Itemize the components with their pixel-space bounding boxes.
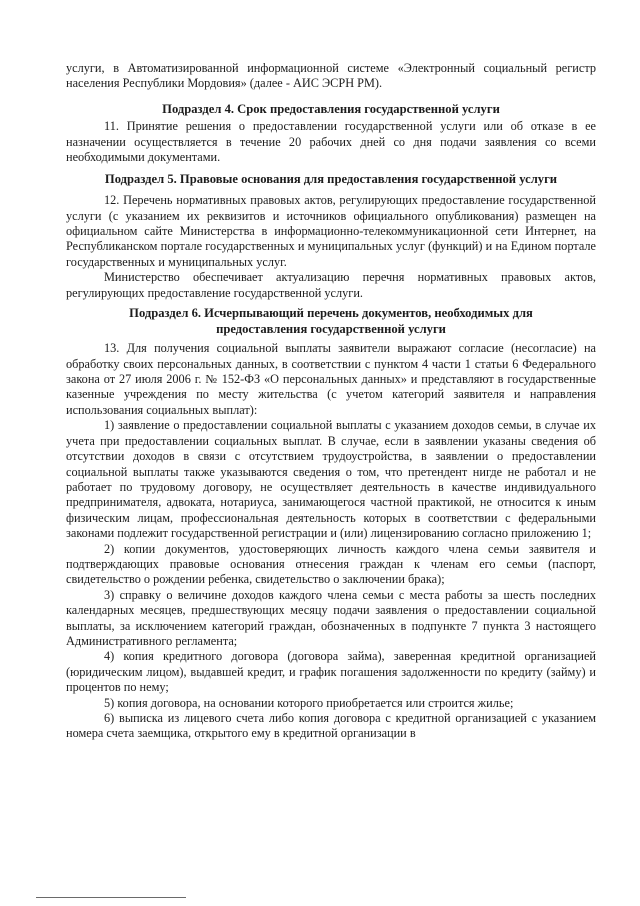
paragraph-13: 13. Для получения социальной выплаты заявители выражают согласие (несогласие) на обработку своих персональных данных, в соответствии с пунктом 4 части 1 статьи 6 Федерального закона от 27 июля 2006 г. № 152-ФЗ «О персональных данных» и представляют в государственные казенные учреждения по месту жительства (с учетом категорий заявителя и направления использования социальных выплат):	[66, 341, 596, 417]
list-item-1: 1) заявление о предоставлении социальной выплаты с указанием доходов семьи, в случае их учета при предоставлении социальных выплат. В случае, если в заявлении указаны сведения об отсутствии доходов в связи с отсутствием трудоустройства, в заявлении о предоставлении социальной выплаты также указываются сведения о том, что претендент нигде не работал и не работает по трудовому договору, не осуществляет деятельность в качестве индивидуального предпринимателя, адвоката, нотариуса, занимающегося частной практикой, не относится к иным физическим лицам, профессиональная деятельность которых в соответствии с федеральными законами подлежит государственной регистрации и (или) лицензированию согласно приложению 1;	[66, 418, 596, 541]
list-item-3: 3) справку о величине доходов каждого члена семьи с места работы за шесть последних календарных месяцев, предшествующих месяцу подачи заявления о предоставлении социальной выплаты, за исключением категорий граждан, обозначенных в подпункте 7 пункта 3 настоящего Административного регламента;	[66, 587, 596, 648]
paragraph-11: 11. Принятие решения о предоставлении государственной услуги или об отказе в ее назначении осуществляется в течение 20 рабочих дней со дня подачи заявления со всеми необходимыми документами.	[66, 119, 596, 165]
subsection-6-heading-line2: предоставления государственной услуги	[216, 321, 446, 336]
paragraph-12-continued: Министерство обеспечивает актуализацию перечня нормативных правовых актов, регулирующих предоставление государственной услуги.	[66, 270, 596, 300]
subsection-5-heading: Подраздел 5. Правовые основания для предоставления государственной услуги	[104, 171, 558, 186]
list-item-2: 2) копии документов, удостоверяющих личность каждого члена семьи заявителя и подтверждающих правовые основания отнесения граждан к членам его семьи (паспорт, свидетельство о рождении ребенка, свидетельство о заключении брака);	[66, 541, 596, 587]
subsection-4-heading: Подраздел 4. Срок предоставления государственной услуги	[162, 101, 500, 116]
footer-divider	[36, 897, 186, 898]
subsection-6-heading	[66, 306, 596, 337]
subsection-6-heading-line1: Подраздел 6. Исчерпывающий перечень документов, необходимых для	[129, 306, 533, 321]
document-body	[66, 61, 596, 742]
paragraph-12: 12. Перечень нормативных правовых актов, регулирующих предоставление государственной услуги (с указанием их реквизитов и источников официального опубликования) размещен на официальном сайте Министерства в информационно-телекоммуникационной сети Интернет, на Республиканском портале государственных и муниципальных услуг (функций) и на Едином портале государственных и муниципальных услуг.	[66, 193, 596, 269]
intro-paragraph: услуги, в Автоматизированной информационной системе «Электронный социальный регистр населения Республики Мордовия» (далее - АИС ЭСРН РМ).	[66, 61, 596, 91]
list-item-4: 4) копия кредитного договора (договора займа), заверенная кредитной организацией (юридическим лицом), выдавшей кредит, и график погашения задолженности по кредиту (займу) и процентов по нему;	[66, 649, 596, 695]
list-item-6: 6) выписка из лицевого счета либо копия договора с кредитной организацией с указанием номера счета заемщика, открытого ему в кредитной организации в	[66, 711, 596, 741]
list-item-5: 5) копия договора, на основании которого приобретается или строится жилье;	[104, 695, 514, 710]
